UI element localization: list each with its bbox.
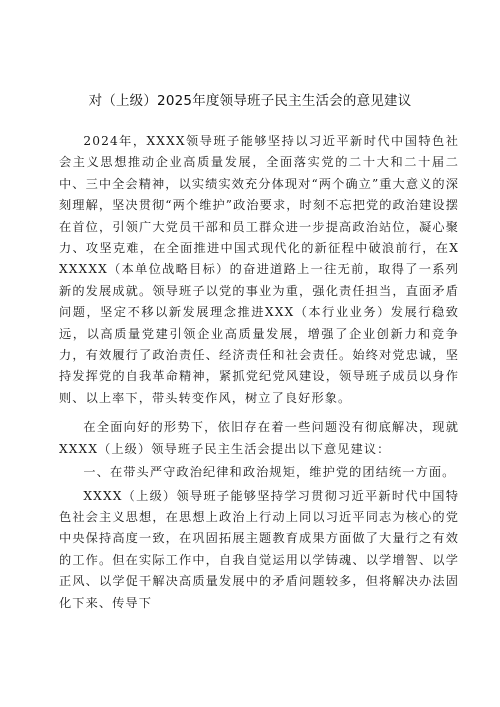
paragraph-transition: 在全面向好的形势下，依旧存在着一些问题没有彻底解决，现就XXXX（上级）领导班子民主生活会提出以下意见建议：	[59, 420, 459, 456]
paragraph-section-1: XXXX（上级）领导班子能够坚持学习贯彻习近平新时代中国特色社会主义思想，在思想上政治上行动上同以习近平同志为核心的党中央保持高度一致，在巩固拓展主题教育成果方面做了大量行之有效的工作。但在实际工作中，自我自觉运用以学铸魂、以学增智、以学正风、以学促干解决高质量发展中的矛盾问题较多，但将解决办法固化下来、传导下	[59, 488, 459, 610]
paragraph-overview: 2024年，XXXX领导班子能够坚持以习近平新时代中国特色社会主义思想推动企业高质量发展，全面落实党的二十大和二十届二中、三中全会精神，以实绩实效充分体现对“两个确立”重大意义的深刻理解，坚决贯彻“两个维护”政治要求，时刻不忘把党的政治建设摆在首位，引领广大党员干部和员工群众进一步提高政治站位，凝心聚力、攻坚克难，在全面推进中国式现代化的新征程中破浪前行，在XXXXXX（本单位战略目标）的奋进道路上一往无前，取得了一系列新的发展成就。领导班子以党的事业为重，强化责任担当，直面矛盾问题，坚定不移以新发展理念推进XXX（本行业业务）发展行稳致远，以高质量党建引领企业高质量发展，增强了企业创新力和竞争力，有效履行了政治责任、经济责任和社会责任。始终对党忠诚，坚持发挥党的自我革命精神，紧抓党纪党风建设，领导班子成员以身作则、以上率下，带头转变作风，树立了良好形象。	[59, 134, 459, 405]
document-body	[59, 131, 459, 614]
document-title: 对（上级）2025年度领导班子民主生活会的意见建议	[88, 93, 412, 109]
section-heading-1: 一、在带头严守政治纪律和政治规矩，维护党的团结统一方面。	[83, 465, 456, 480]
